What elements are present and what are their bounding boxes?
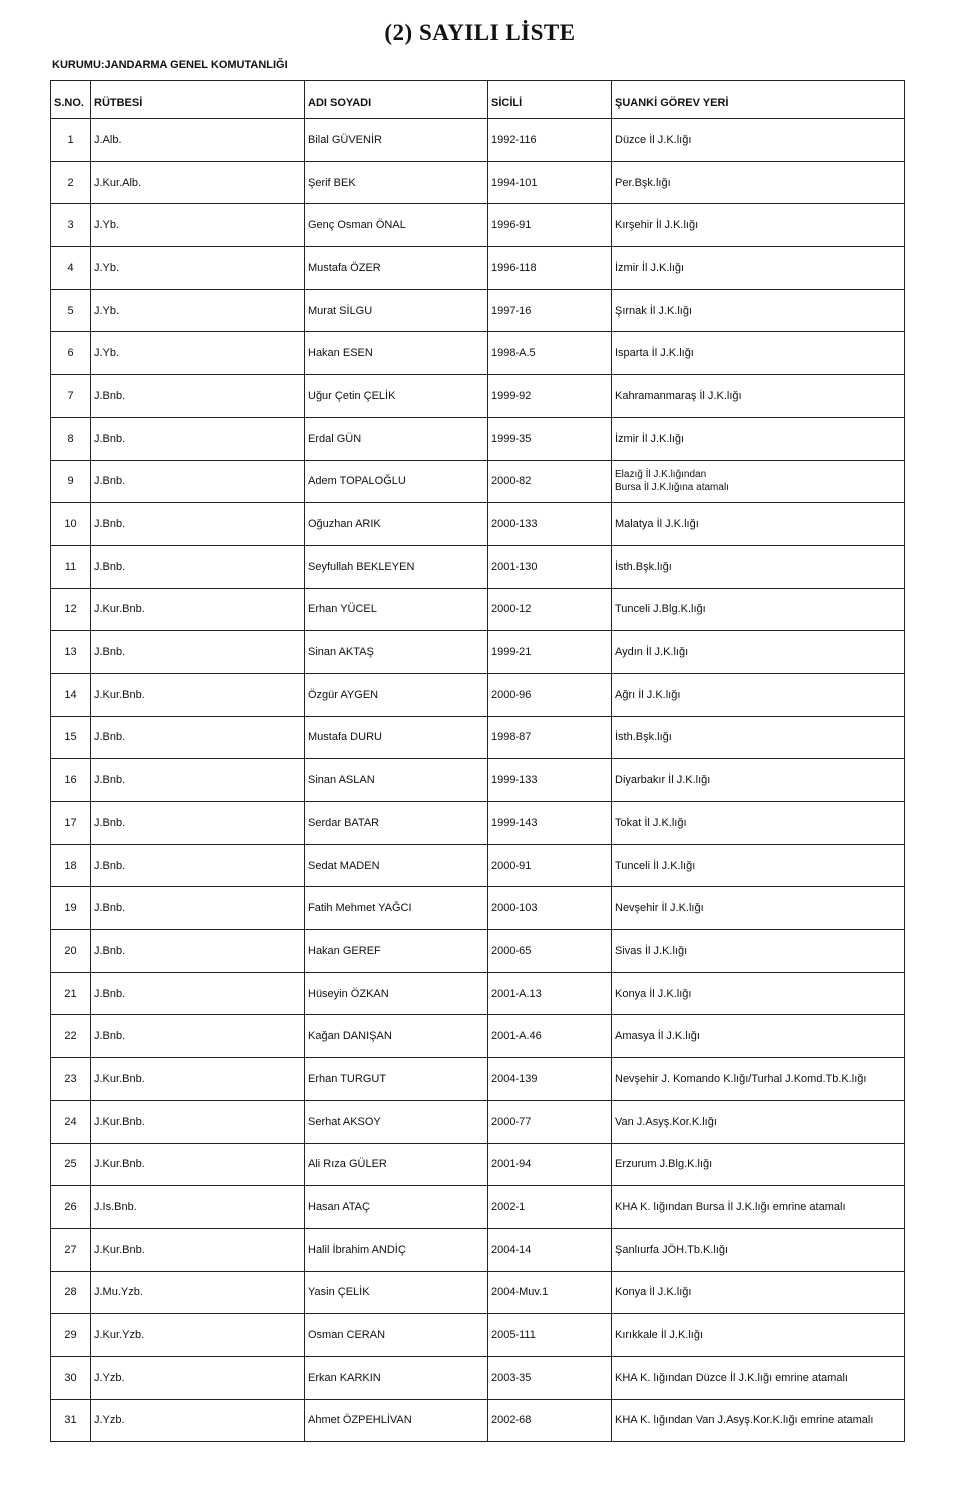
sno-cell: 29: [51, 1314, 91, 1357]
rank-cell: J.Bnb.: [91, 972, 305, 1015]
registry-cell: 2000-91: [488, 844, 612, 887]
sno-cell: 25: [51, 1143, 91, 1186]
registry-cell: 2000-65: [488, 930, 612, 973]
name-cell: Adem TOPALOĞLU: [305, 460, 488, 503]
rank-cell: J.Kur.Yzb.: [91, 1314, 305, 1357]
name-cell: Şerif BEK: [305, 161, 488, 204]
registry-cell: 2000-77: [488, 1100, 612, 1143]
sno-cell: 4: [51, 247, 91, 290]
registry-cell: 2001-A.13: [488, 972, 612, 1015]
table-row: [51, 673, 905, 716]
sno-cell: 28: [51, 1271, 91, 1314]
sno-cell: 5: [51, 289, 91, 332]
current-post-line: Elazığ İl J.K.lığından: [615, 469, 707, 481]
rank-cell: J.Bnb.: [91, 716, 305, 759]
table-row: [51, 204, 905, 247]
name-cell: Fatih Mehmet YAĞCI: [305, 887, 488, 930]
table-row: [51, 1100, 905, 1143]
rank-cell: J.Bnb.: [91, 631, 305, 674]
registry-cell: 2001-130: [488, 545, 612, 588]
name-cell: Bilal GÜVENİR: [305, 119, 488, 162]
current-post-cell: Tunceli J.Blg.K.lığı: [612, 588, 905, 631]
rank-cell: J.Kur.Alb.: [91, 161, 305, 204]
current-post-cell: İsth.Bşk.lığı: [612, 716, 905, 759]
name-cell: Hasan ATAÇ: [305, 1186, 488, 1229]
sno-cell: 27: [51, 1228, 91, 1271]
rank-cell: J.Yzb.: [91, 1356, 305, 1399]
current-post-cell: Kırıkkale İl J.K.lığı: [612, 1314, 905, 1357]
rank-cell: J.Alb.: [91, 119, 305, 162]
current-post-cell: Amasya İl J.K.lığı: [612, 1015, 905, 1058]
rank-cell: J.Kur.Bnb.: [91, 673, 305, 716]
registry-cell: 1992-116: [488, 119, 612, 162]
current-post-cell: İzmir İl J.K.lığı: [612, 247, 905, 290]
current-post-cell: KHA K. lığından Düzce İl J.K.lığı emrine atamalı: [612, 1356, 905, 1399]
rank-cell: J.Kur.Bnb.: [91, 1228, 305, 1271]
rank-cell: J.Bnb.: [91, 375, 305, 418]
sno-cell: 26: [51, 1186, 91, 1229]
registry-cell: 1994-101: [488, 161, 612, 204]
current-post-cell: Nevşehir İl J.K.lığı: [612, 887, 905, 930]
registry-cell: 1997-16: [488, 289, 612, 332]
name-cell: Erdal GÜN: [305, 417, 488, 460]
current-post-cell: Aydın İl J.K.lığı: [612, 631, 905, 674]
table-row: [51, 716, 905, 759]
rank-cell: J.Bnb.: [91, 503, 305, 546]
header-sno: S.NO.: [51, 81, 91, 119]
table-row: [51, 1186, 905, 1229]
registry-cell: 2003-35: [488, 1356, 612, 1399]
table-row: [51, 161, 905, 204]
registry-cell: 1999-143: [488, 802, 612, 845]
current-post-cell: Sivas İl J.K.lığı: [612, 930, 905, 973]
table-row: [51, 759, 905, 802]
name-cell: Özgür AYGEN: [305, 673, 488, 716]
current-post-line: Bursa İl J.K.lığına atamalı: [615, 482, 729, 494]
sno-cell: 20: [51, 930, 91, 973]
current-post-cell: Konya İl J.K.lığı: [612, 972, 905, 1015]
current-post-cell: Malatya İl J.K.lığı: [612, 503, 905, 546]
sno-cell: 12: [51, 588, 91, 631]
rank-cell: J.Bnb.: [91, 844, 305, 887]
current-post-cell: Erzurum J.Blg.K.lığı: [612, 1143, 905, 1186]
table-row: [51, 802, 905, 845]
rank-cell: J.Bnb.: [91, 460, 305, 503]
name-cell: Halil İbrahim ANDİÇ: [305, 1228, 488, 1271]
rank-cell: J.Bnb.: [91, 887, 305, 930]
current-post-cell: Tokat İl J.K.lığı: [612, 802, 905, 845]
table-row: [51, 1356, 905, 1399]
rank-cell: J.Kur.Bnb.: [91, 588, 305, 631]
rank-cell: J.Yzb.: [91, 1399, 305, 1442]
name-cell: Ahmet ÖZPEHLİVAN: [305, 1399, 488, 1442]
registry-cell: 2002-1: [488, 1186, 612, 1229]
sno-cell: 7: [51, 375, 91, 418]
rank-cell: J.Yb.: [91, 332, 305, 375]
registry-cell: 1999-21: [488, 631, 612, 674]
name-cell: Genç Osman ÖNAL: [305, 204, 488, 247]
sno-cell: 6: [51, 332, 91, 375]
name-cell: Hakan ESEN: [305, 332, 488, 375]
current-post-cell: Kahramanmaraş İl J.K.lığı: [612, 375, 905, 418]
rank-cell: J.Bnb.: [91, 417, 305, 460]
table-row: [51, 1271, 905, 1314]
table-row: [51, 588, 905, 631]
rank-cell: J.Kur.Bnb.: [91, 1058, 305, 1101]
current-post-cell: Ağrı İl J.K.lığı: [612, 673, 905, 716]
current-post-cell: KHA K. lığından Bursa İl J.K.lığı emrine atamalı: [612, 1186, 905, 1229]
table-row: [51, 972, 905, 1015]
table-row: [51, 1058, 905, 1101]
current-post-cell: Tunceli İl J.K.lığı: [612, 844, 905, 887]
registry-cell: 2000-103: [488, 887, 612, 930]
table-row: [51, 930, 905, 973]
rank-cell: J.Is.Bnb.: [91, 1186, 305, 1229]
table-row: [51, 844, 905, 887]
table-row: [51, 119, 905, 162]
header-current-post: ŞUANKİ GÖREV YERİ: [612, 81, 905, 119]
registry-cell: 2004-14: [488, 1228, 612, 1271]
current-post-cell: Per.Bşk.lığı: [612, 161, 905, 204]
current-post-cell: Diyarbakır İl J.K.lığı: [612, 759, 905, 802]
table-row: [51, 1143, 905, 1186]
current-post-cell: Şanlıurfa JÖH.Tb.K.lığı: [612, 1228, 905, 1271]
name-cell: Oğuzhan ARIK: [305, 503, 488, 546]
header-name: ADI SOYADI: [305, 81, 488, 119]
table-row: [51, 545, 905, 588]
registry-cell: 2004-Muv.1: [488, 1271, 612, 1314]
rank-cell: J.Kur.Bnb.: [91, 1100, 305, 1143]
name-cell: Uğur Çetin ÇELİK: [305, 375, 488, 418]
rank-cell: J.Yb.: [91, 247, 305, 290]
sno-cell: 23: [51, 1058, 91, 1101]
name-cell: Serhat AKSOY: [305, 1100, 488, 1143]
sno-cell: 21: [51, 972, 91, 1015]
registry-cell: 2005-111: [488, 1314, 612, 1357]
organization-label: KURUMU:JANDARMA GENEL KOMUTANLIĞI: [52, 59, 288, 71]
personnel-table: [50, 80, 905, 1442]
registry-cell: 1999-35: [488, 417, 612, 460]
sno-cell: 24: [51, 1100, 91, 1143]
page-title: (2) SAYILI LİSTE: [384, 20, 576, 45]
table-header-row: [51, 81, 905, 119]
name-cell: Erkan KARKIN: [305, 1356, 488, 1399]
registry-cell: 2001-A.46: [488, 1015, 612, 1058]
registry-cell: 2002-68: [488, 1399, 612, 1442]
table-row: [51, 289, 905, 332]
name-cell: Murat SİLGU: [305, 289, 488, 332]
registry-cell: 2000-133: [488, 503, 612, 546]
sno-cell: 2: [51, 161, 91, 204]
current-post-cell: İsth.Bşk.lığı: [612, 545, 905, 588]
registry-cell: 1998-87: [488, 716, 612, 759]
table-row: [51, 1228, 905, 1271]
current-post-cell: Van J.Asyş.Kor.K.lığı: [612, 1100, 905, 1143]
registry-cell: 2004-139: [488, 1058, 612, 1101]
table-body: [51, 119, 905, 1442]
sno-cell: 9: [51, 460, 91, 503]
table-row: [51, 247, 905, 290]
current-post-cell: Düzce İl J.K.lığı: [612, 119, 905, 162]
sno-cell: 15: [51, 716, 91, 759]
sno-cell: 17: [51, 802, 91, 845]
sno-cell: 22: [51, 1015, 91, 1058]
rank-cell: J.Bnb.: [91, 545, 305, 588]
sno-cell: 13: [51, 631, 91, 674]
current-post-cell: Konya İl J.K.lığı: [612, 1271, 905, 1314]
name-cell: Erhan TURGUT: [305, 1058, 488, 1101]
registry-cell: 2000-12: [488, 588, 612, 631]
current-post-cell: Şırnak İl J.K.lığı: [612, 289, 905, 332]
rank-cell: J.Mu.Yzb.: [91, 1271, 305, 1314]
sno-cell: 30: [51, 1356, 91, 1399]
current-post-cell: [612, 460, 905, 503]
rank-cell: J.Bnb.: [91, 802, 305, 845]
rank-cell: J.Yb.: [91, 204, 305, 247]
name-cell: Kağan DANIŞAN: [305, 1015, 488, 1058]
name-cell: Sinan AKTAŞ: [305, 631, 488, 674]
name-cell: Yasin ÇELİK: [305, 1271, 488, 1314]
sno-cell: 11: [51, 545, 91, 588]
name-cell: Hüseyin ÖZKAN: [305, 972, 488, 1015]
name-cell: Hakan GEREF: [305, 930, 488, 973]
registry-cell: 2000-96: [488, 673, 612, 716]
sno-cell: 14: [51, 673, 91, 716]
table-row: [51, 1015, 905, 1058]
table-row: [51, 332, 905, 375]
rank-cell: J.Bnb.: [91, 930, 305, 973]
current-post-cell: İzmir İl J.K.lığı: [612, 417, 905, 460]
rank-cell: J.Bnb.: [91, 759, 305, 802]
table-row: [51, 1314, 905, 1357]
registry-cell: 1999-133: [488, 759, 612, 802]
current-post-cell: Isparta İl J.K.lığı: [612, 332, 905, 375]
table-row: [51, 631, 905, 674]
rank-cell: J.Kur.Bnb.: [91, 1143, 305, 1186]
name-cell: Serdar BATAR: [305, 802, 488, 845]
registry-cell: 1999-92: [488, 375, 612, 418]
table-row: [51, 417, 905, 460]
current-post-cell: Nevşehir J. Komando K.lığı/Turhal J.Komd.Tb.K.lığı: [612, 1058, 905, 1101]
sno-cell: 3: [51, 204, 91, 247]
registry-cell: 2001-94: [488, 1143, 612, 1186]
sno-cell: 8: [51, 417, 91, 460]
name-cell: Sedat MADEN: [305, 844, 488, 887]
registry-cell: 2000-82: [488, 460, 612, 503]
table-row: [51, 887, 905, 930]
header-registry: SİCİLİ: [488, 81, 612, 119]
rank-cell: J.Yb.: [91, 289, 305, 332]
table-row: [51, 1399, 905, 1442]
name-cell: Mustafa DURU: [305, 716, 488, 759]
name-cell: Sinan ASLAN: [305, 759, 488, 802]
name-cell: Mustafa ÖZER: [305, 247, 488, 290]
sno-cell: 18: [51, 844, 91, 887]
sno-cell: 16: [51, 759, 91, 802]
registry-cell: 1996-118: [488, 247, 612, 290]
current-post-cell: KHA K. lığından Van J.Asyş.Kor.K.lığı emrine atamalı: [612, 1399, 905, 1442]
current-post-cell: Kırşehir İl J.K.lığı: [612, 204, 905, 247]
sno-cell: 10: [51, 503, 91, 546]
sno-cell: 1: [51, 119, 91, 162]
table-row: [51, 375, 905, 418]
sno-cell: 19: [51, 887, 91, 930]
name-cell: Osman CERAN: [305, 1314, 488, 1357]
table-row: [51, 503, 905, 546]
name-cell: Ali Rıza GÜLER: [305, 1143, 488, 1186]
rank-cell: J.Bnb.: [91, 1015, 305, 1058]
sno-cell: 31: [51, 1399, 91, 1442]
name-cell: Erhan YÜCEL: [305, 588, 488, 631]
registry-cell: 1996-91: [488, 204, 612, 247]
header-rank: RÜTBESİ: [91, 81, 305, 119]
registry-cell: 1998-A.5: [488, 332, 612, 375]
table-row: [51, 460, 905, 503]
name-cell: Seyfullah BEKLEYEN: [305, 545, 488, 588]
